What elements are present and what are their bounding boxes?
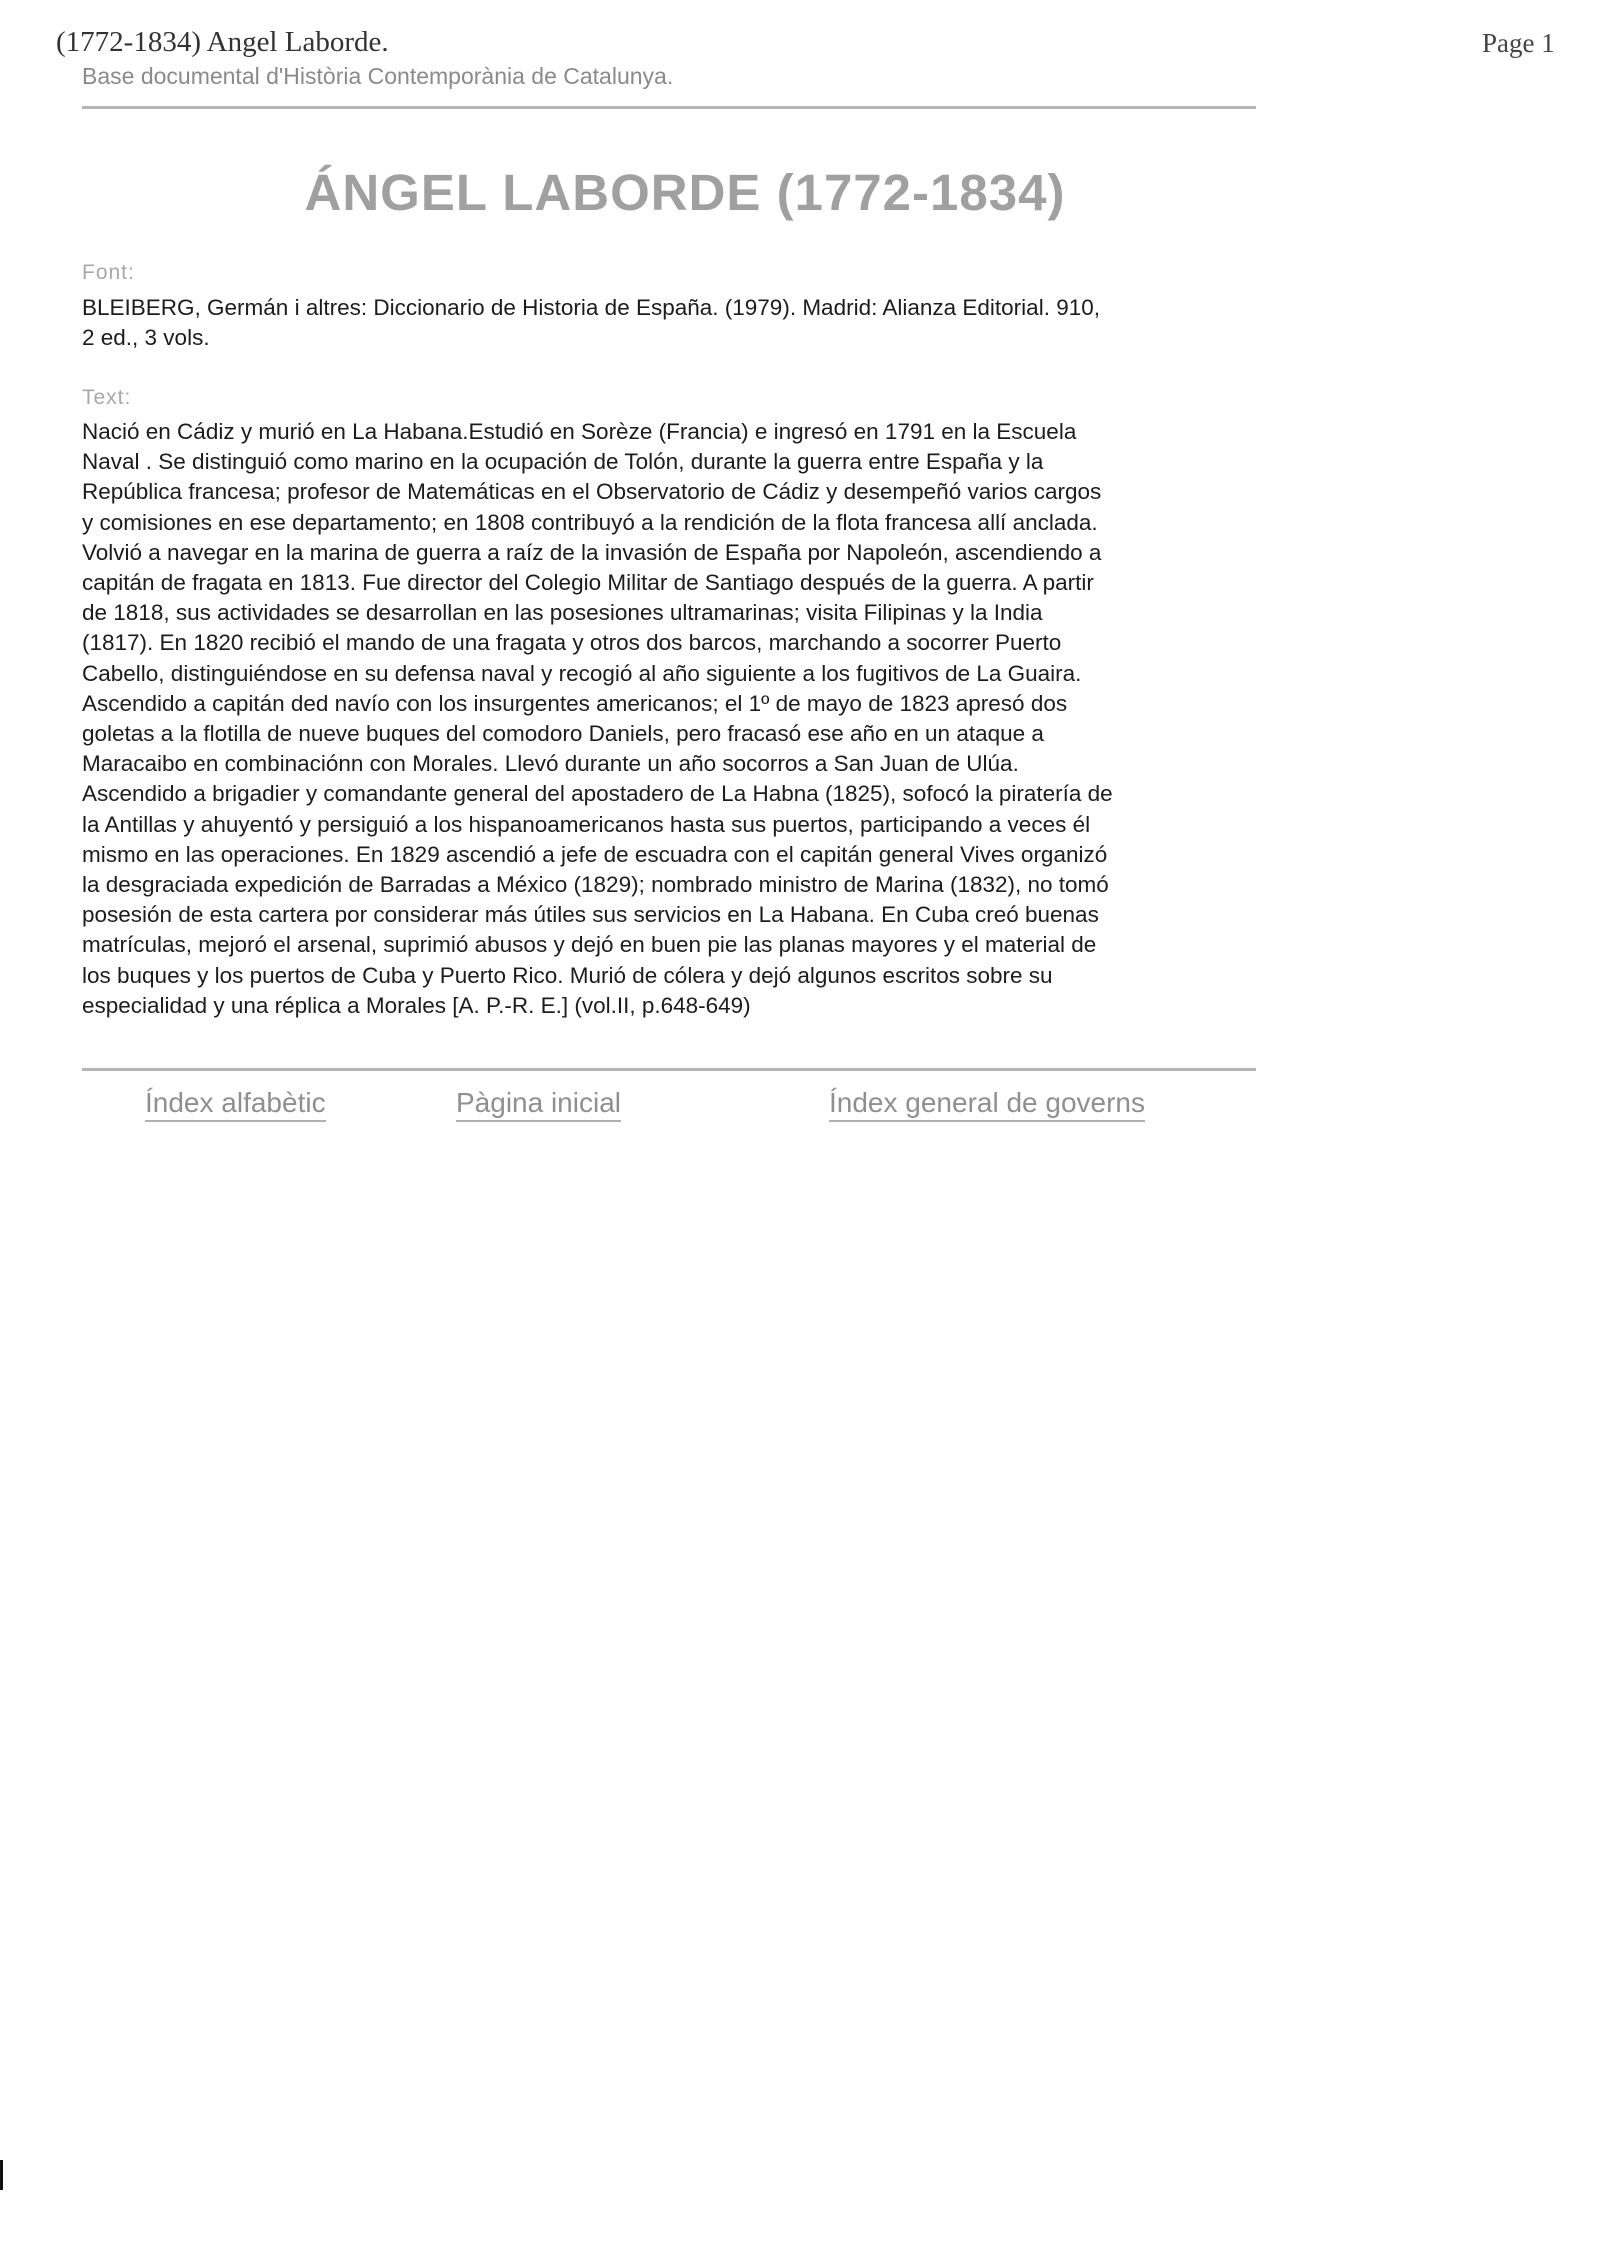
home-page-link[interactable]: Pàgina inicial bbox=[456, 1087, 621, 1122]
body-line: de 1818, sus actividades se desarrollan en las posesiones ultramarinas; visita Filipinas y la India bbox=[82, 600, 1043, 626]
body-line: Ascendido a capitán ded navío con los insurgentes americanos; el 1º de mayo de 1823 apresó dos bbox=[82, 690, 1068, 716]
body-line: goletas a la flotilla de nueve buques del comodoro Daniels, pero fracasó ese año en un ataque a bbox=[82, 721, 1044, 747]
text-label: Text: bbox=[82, 386, 132, 409]
index-alphabetic-link[interactable]: Índex alfabètic bbox=[145, 1087, 326, 1122]
body-line: mismo en las operaciones. En 1829 ascendió a jefe de escuadra con el capitán general Vives organizó bbox=[82, 841, 1108, 867]
article-body bbox=[82, 417, 1292, 1021]
article-title: ÁNGEL LABORDE (1772-1834) bbox=[304, 164, 1066, 221]
body-line: y comisiones en ese departamento; en 1808 contribuyó a la rendición de la flota francesa allí anclada. bbox=[82, 509, 1098, 535]
bottom-divider bbox=[82, 1068, 1256, 1071]
body-line: los buques y los puertos de Cuba y Puerto Rico. Murió de cólera y dejó algunos escritos sobre su bbox=[82, 962, 1053, 988]
body-line: Ascendido a brigadier y comandante general del apostadero de La Habna (1825), sofocó la piratería de bbox=[82, 781, 1113, 807]
body-line: la desgraciada expedición de Barradas a México (1829); nombrado ministro de Marina (1832), no tomó bbox=[82, 872, 1109, 898]
document-header-subtitle: Base documental d'Història Contemporània de Catalunya. bbox=[82, 63, 674, 89]
body-line: Maracaibo en combinaciónn con Morales. Llevó durante un año socorros a San Juan de Ulúa. bbox=[82, 751, 1019, 777]
body-line: matrículas, mejoró el arsenal, suprimió abusos y dejó en buen pie las planas mayores y el material de bbox=[82, 932, 1097, 958]
body-line: Volvió a navegar en la marina de guerra a raíz de la invasión de España por Napoleón, ascendiendo a bbox=[82, 539, 1102, 565]
citation-line: 2 ed., 3 vols. bbox=[82, 325, 210, 351]
body-line: Nació en Cádiz y murió en La Habana.Estudió en Sorèze (Francia) e ingresó en 1791 en la Escuela bbox=[82, 419, 1077, 444]
body-line: República francesa; profesor de Matemáticas en el Observatorio de Cádiz y desempeñó varios cargos bbox=[82, 479, 1102, 505]
body-line: posesión de esta cartera por considerar más útiles sus servicios en La Habana. En Cuba creó buenas bbox=[82, 902, 1099, 928]
document-header-title: (1772-1834) Angel Laborde. bbox=[56, 26, 389, 58]
body-line: la Antillas y ahuyentó y persiguió a los hispanoamericanos hasta sus puertos, participando a veces él bbox=[82, 811, 1091, 837]
body-line: Cabello, distinguiéndose en su defensa naval y recogió al año siguiente a los fugitivos de La Guaira. bbox=[82, 660, 1082, 686]
citation-line: BLEIBERG, Germán i altres: Diccionario de Historia de España. (1979). Madrid: Alianza Editorial. 910, bbox=[82, 295, 1100, 320]
body-line: especialidad y una réplica a Morales [A. P.-R. E.] (vol.II, p.648-649) bbox=[82, 992, 751, 1018]
page-number: Page 1 bbox=[1482, 28, 1555, 58]
scan-edge-mark bbox=[0, 2160, 3, 2190]
body-line: capitán de fragata en 1813. Fue director del Colegio Militar de Santiago después de la guerra. A partir bbox=[82, 570, 1094, 596]
font-citation bbox=[82, 293, 1292, 353]
index-governments-link[interactable]: Índex general de governs bbox=[829, 1087, 1145, 1122]
top-divider bbox=[82, 106, 1256, 109]
body-line: Naval . Se distinguió como marino en la ocupación de Tolón, durante la guerra entre España y la bbox=[82, 449, 1044, 475]
font-label: Font: bbox=[82, 261, 135, 284]
body-line: (1817). En 1820 recibió el mando de una fragata y otros dos barcos, marchando a socorrer Puerto bbox=[82, 630, 1062, 656]
